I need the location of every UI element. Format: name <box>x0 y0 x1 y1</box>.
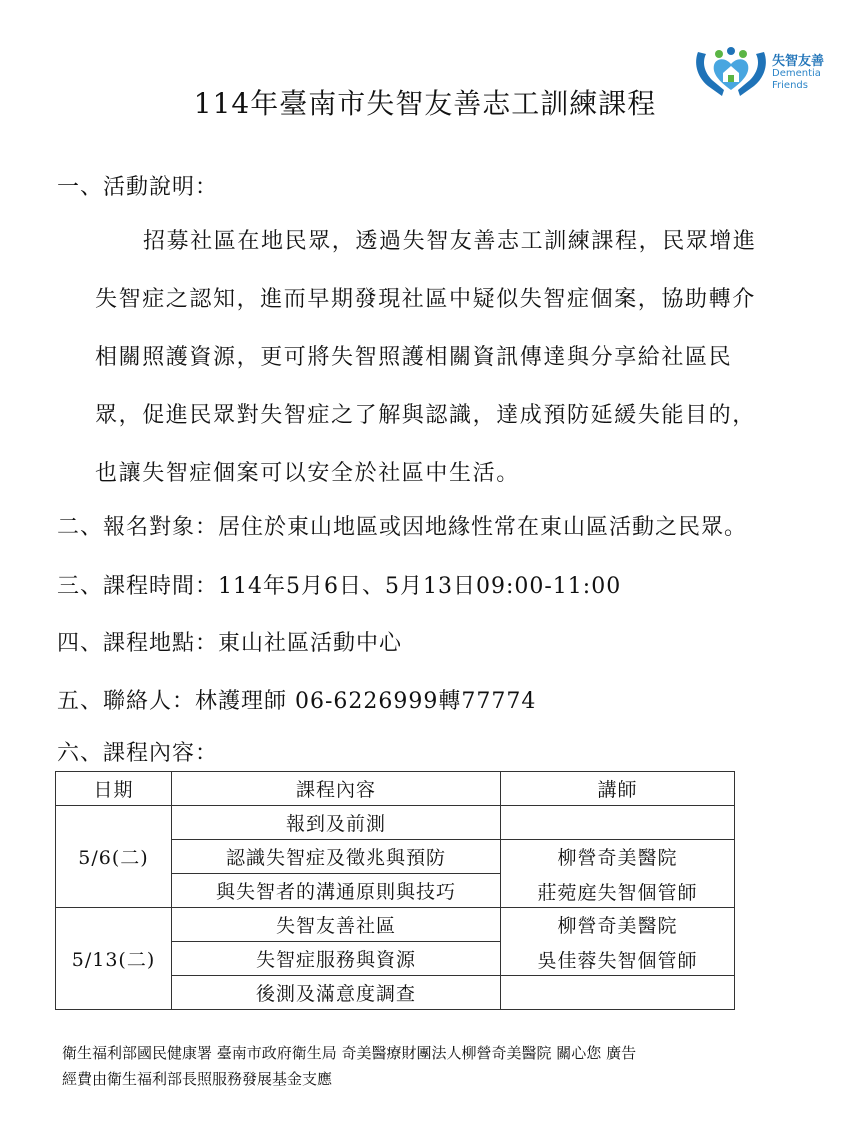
topic-cell: 失智症服務與資源 <box>172 942 501 976</box>
lecturer-cell-empty <box>501 806 735 840</box>
logo-name-zh: 失智友善 <box>772 54 825 69</box>
page-title: 114年臺南市失智友善志工訓練課程 <box>193 87 657 120</box>
sponsor-footer <box>62 1040 636 1092</box>
topic-cell: 與失智者的溝通原則與技巧 <box>172 874 501 908</box>
activity-line-5: 也讓失智症個案可以安全於社區中生活。 <box>95 461 520 486</box>
topic-cell: 後測及滿意度調查 <box>172 976 501 1010</box>
date-cell: 5/6(二) <box>56 806 172 908</box>
logo-en-line1: Dementia <box>772 68 821 79</box>
footer-line-1: 衛生福利部國民健康署 臺南市政府衛生局 奇美醫療財團法人柳營奇美醫院 關心您 廣告 <box>62 1044 637 1062</box>
course-schedule-table <box>55 771 735 1010</box>
header-lecturer: 講師 <box>501 772 735 806</box>
section-course-location: 四、課程地點：東山社區活動中心 <box>57 631 403 656</box>
table-row <box>56 908 735 942</box>
lecturer-hospital: 柳營奇美醫院 <box>557 846 678 869</box>
section-contact: 五、聯絡人：林護理師 06-6226999轉77774 <box>57 689 537 714</box>
section-eligibility: 二、報名對象：居住於東山地區或因地緣性常在東山區活動之民眾。 <box>57 515 748 540</box>
lecturer-cell <box>501 908 735 976</box>
table-row <box>56 806 735 840</box>
topic-cell: 認識失智症及徵兆與預防 <box>172 840 501 874</box>
activity-line-1: 招募社區在地民眾，透過失智友善志工訓練課程，民眾增進 <box>143 229 757 254</box>
section-activity-body <box>95 213 755 503</box>
lecturer-cell-empty <box>501 976 735 1010</box>
activity-line-2: 失智症之認知，進而早期發現社區中疑似失智症個案，協助轉介 <box>95 287 756 312</box>
lecturer-name: 莊菀庭失智個管師 <box>537 881 698 904</box>
topic-cell: 報到及前測 <box>172 806 501 840</box>
section-course-time: 三、課程時間：114年5月6日、5月13日09:00-11:00 <box>57 574 622 599</box>
section-activity-heading: 一、活動說明： <box>57 175 219 200</box>
activity-line-3: 相關照護資源，更可將失智照護相關資訊傳達與分享給社區民 <box>95 345 733 370</box>
table-header-row <box>56 772 735 806</box>
logo-en-line2: Friends <box>772 80 808 91</box>
date-cell: 5/13(二) <box>56 908 172 1010</box>
section-course-content-heading: 六、課程內容： <box>57 741 219 766</box>
lecturer-cell <box>501 840 735 908</box>
header-date: 日期 <box>56 772 172 806</box>
activity-line-4: 眾，促進民眾對失智症之了解與認識，達成預防延緩失能目的， <box>95 403 756 428</box>
footer-line-2: 經費由衛生福利部長照服務發展基金支應 <box>62 1070 333 1088</box>
lecturer-name: 吳佳蓉失智個管師 <box>537 949 698 972</box>
topic-cell: 失智友善社區 <box>172 908 501 942</box>
header-topic: 課程內容 <box>172 772 501 806</box>
lecturer-hospital: 柳營奇美醫院 <box>557 914 678 937</box>
